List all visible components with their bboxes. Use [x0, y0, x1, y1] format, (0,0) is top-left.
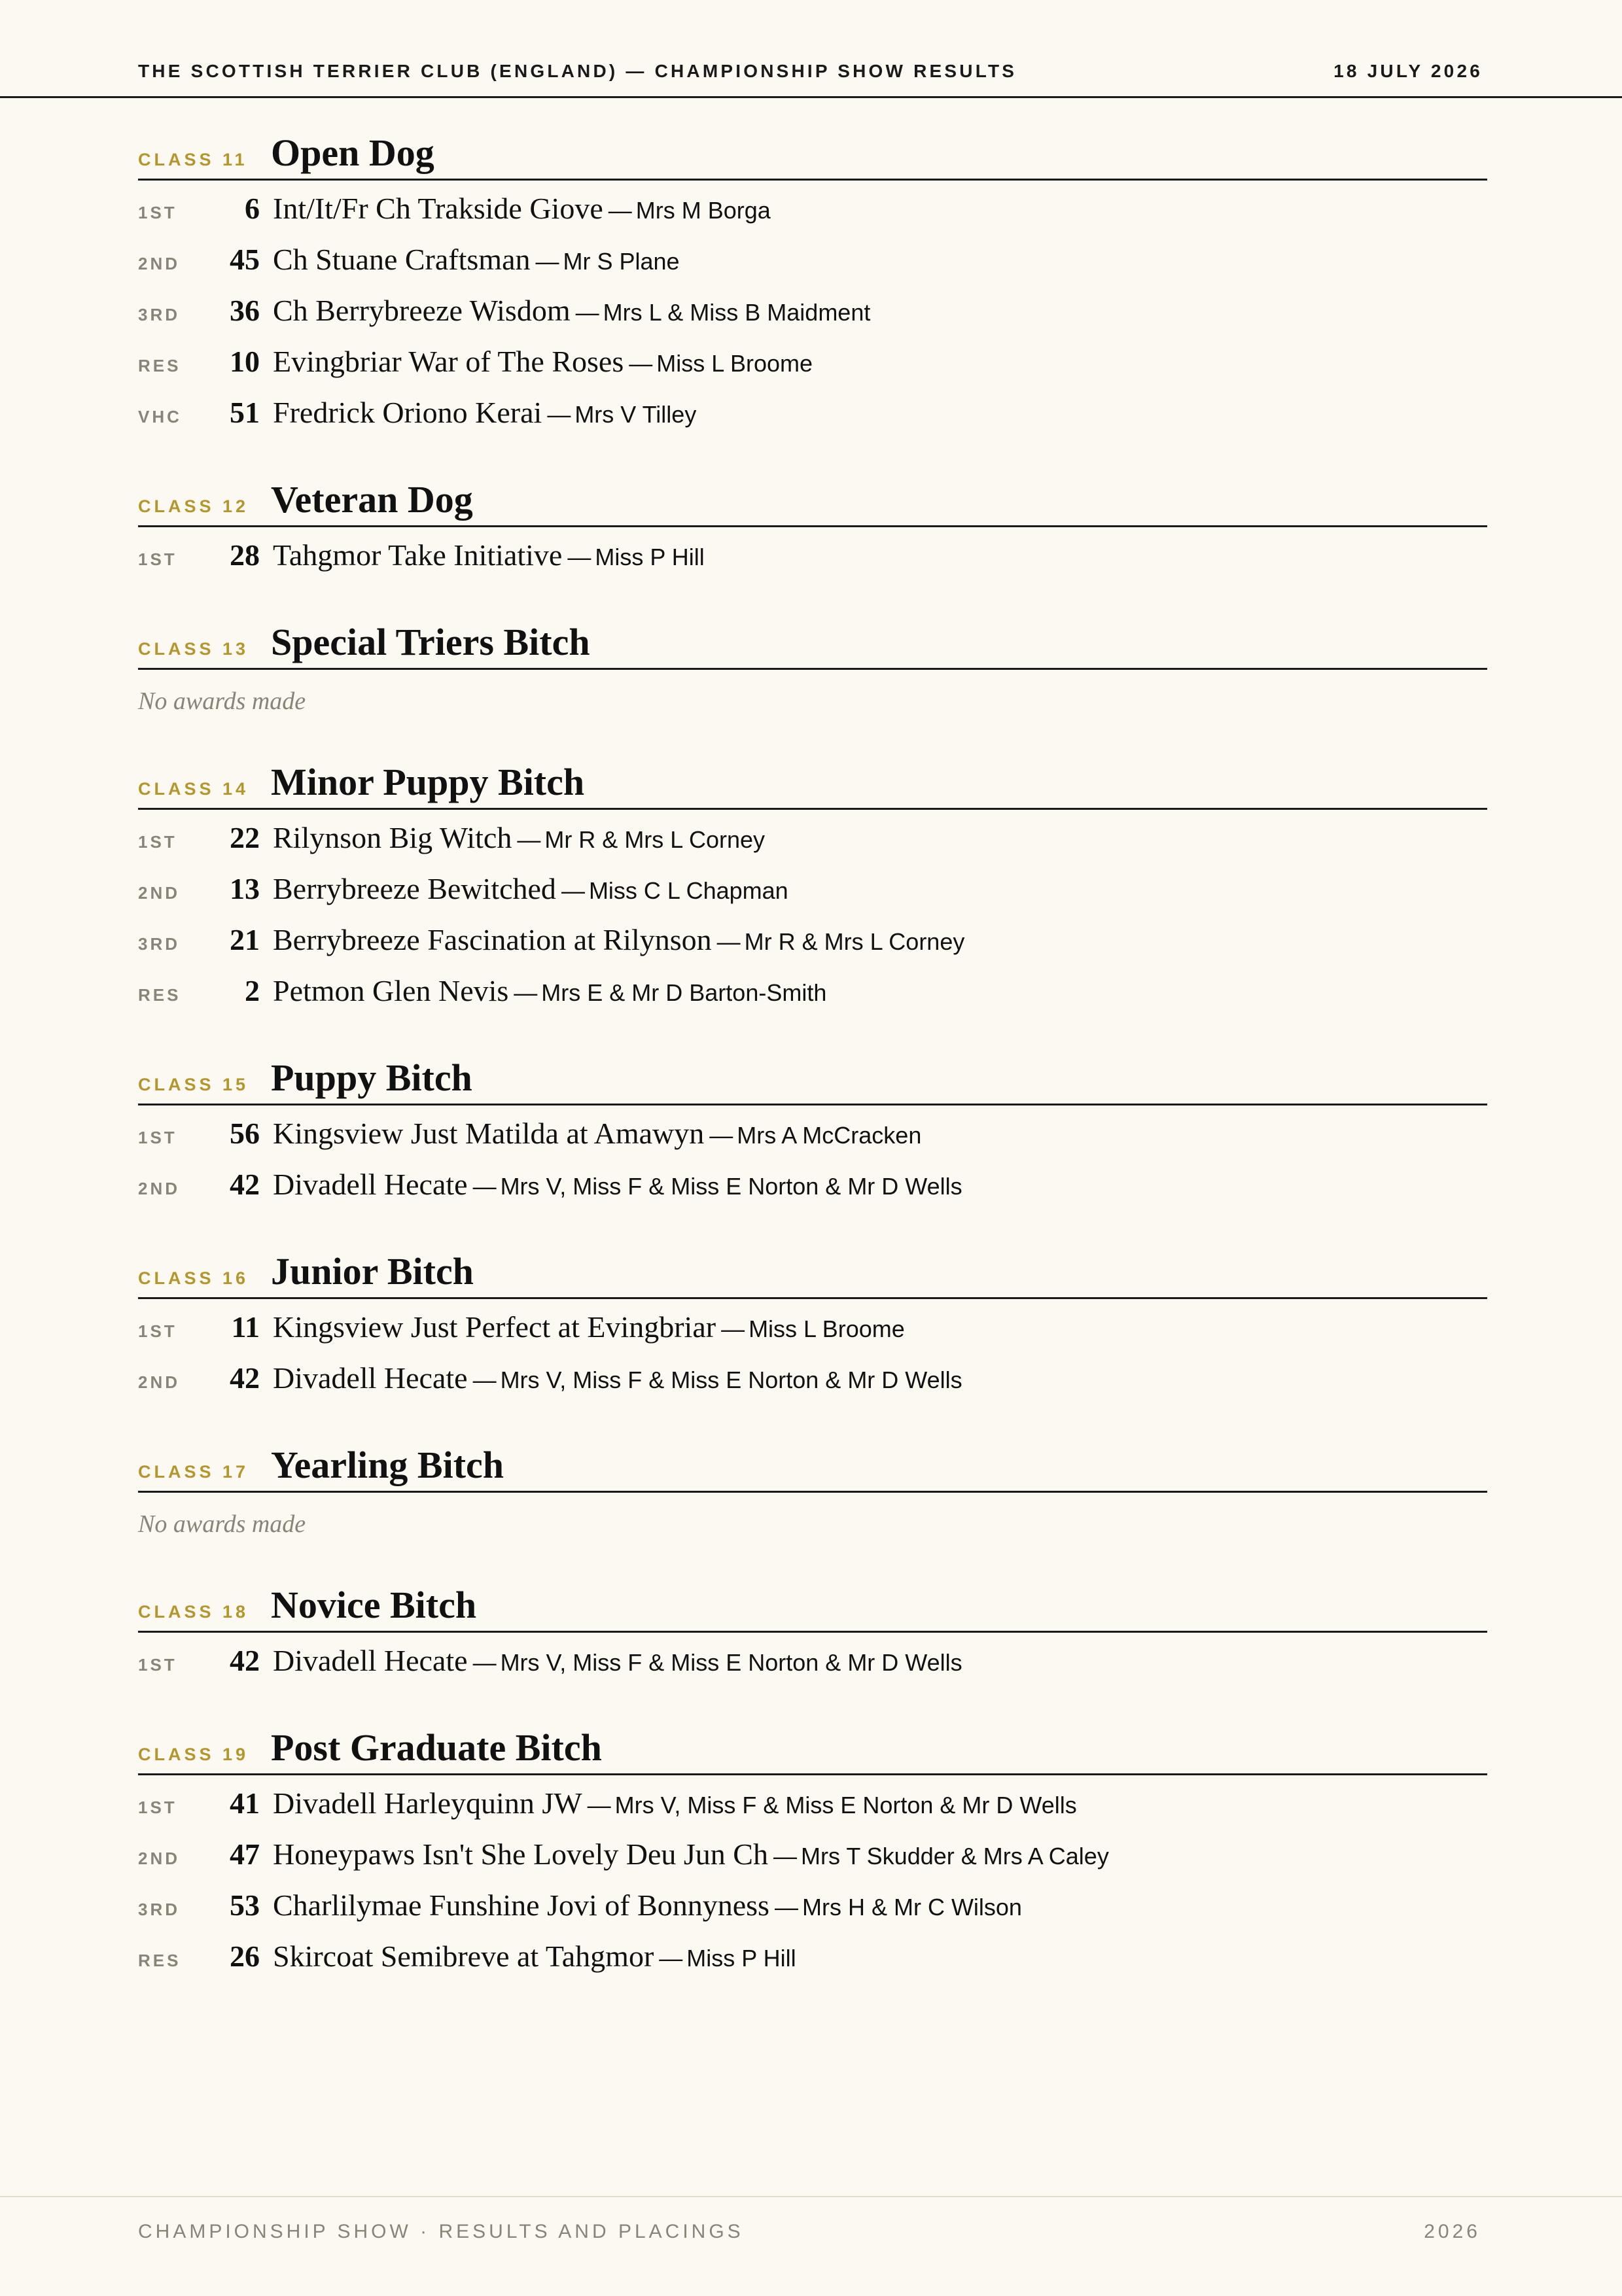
owner-name: Mrs V Tilley [574, 401, 697, 428]
owner-name: Mrs M Borga [635, 197, 771, 224]
class-heading [138, 1726, 1487, 1775]
entry-number: 41 [230, 1786, 260, 1820]
dog-name: Tahgmor Take Initiative [273, 538, 563, 572]
owner-name: Miss L Broome [749, 1315, 905, 1342]
dog-name: Petmon Glen Nevis [273, 974, 509, 1007]
entry-number: 56 [230, 1117, 260, 1150]
dog-name: Fredrick Oriono Kerai [273, 396, 542, 429]
placing: VHC [138, 407, 182, 426]
dog-name: Int/It/Fr Ch Trakside Giove [273, 192, 603, 225]
result-row [138, 973, 1487, 1024]
placing: 2ND [138, 254, 181, 273]
class-number: CLASS 11 [138, 150, 248, 169]
placing: 1ST [138, 1655, 177, 1675]
result-row [138, 1643, 1487, 1694]
owner-name: Mrs A McCracken [737, 1122, 922, 1149]
owner-name: Mrs E & Mr D Barton-Smith [541, 979, 827, 1006]
owner-name: Mr R & Mrs L Corney [544, 826, 766, 853]
dog-name: Ch Stuane Craftsman [273, 243, 531, 276]
entry-number: 10 [230, 345, 260, 378]
dog-name: Berrybreeze Bewitched [273, 872, 556, 905]
separator-dash: — [659, 1945, 683, 1972]
entry-number: 6 [245, 192, 260, 225]
result-row [138, 344, 1487, 395]
separator-dash: — [608, 197, 632, 224]
entry-number: 42 [230, 1168, 260, 1201]
owner-name: Miss P Hill [595, 544, 705, 570]
class-number: CLASS 14 [138, 779, 249, 799]
class-name: Novice Bitch [271, 1584, 477, 1626]
dog-name: Charlilymae Funshine Jovi of Bonnyness [273, 1888, 769, 1922]
separator-dash: — [587, 1792, 611, 1818]
separator-dash: — [774, 1894, 798, 1921]
entry-number: 21 [230, 923, 260, 956]
owner-name: Mrs T Skudder & Mrs A Caley [800, 1843, 1109, 1870]
class-heading [138, 1056, 1487, 1105]
separator-dash: — [535, 248, 559, 275]
separator-dash: — [709, 1122, 733, 1149]
class-number: CLASS 12 [138, 496, 249, 516]
placing: RES [138, 1951, 181, 1970]
entry-number: 53 [230, 1888, 260, 1922]
placing: 1ST [138, 1128, 177, 1147]
class-heading [138, 620, 1487, 670]
entry-number: 45 [230, 243, 260, 276]
placing: 3RD [138, 1900, 181, 1919]
result-row [138, 293, 1487, 344]
class-section [138, 1249, 1487, 1443]
result-row [138, 242, 1487, 293]
dog-name: Divadell Harleyquinn JW [273, 1786, 582, 1820]
entry-number: 51 [230, 396, 260, 429]
owner-name: Mrs H & Mr C Wilson [802, 1894, 1022, 1921]
results-list [138, 131, 1487, 2021]
entry-number: 2 [245, 974, 260, 1007]
entry-number: 22 [230, 821, 260, 854]
placing: RES [138, 985, 181, 1005]
owner-name: Mrs L & Miss B Maidment [603, 299, 871, 326]
result-row [138, 1888, 1487, 1939]
owner-name: Miss C L Chapman [588, 877, 788, 904]
dog-name: Rilynson Big Witch [273, 821, 512, 854]
class-heading [138, 478, 1487, 527]
class-name: Post Graduate Bitch [271, 1726, 602, 1769]
footer-caption: CHAMPIONSHIP SHOW · RESULTS AND PLACINGS [138, 2221, 744, 2242]
class-name: Special Triers Bitch [271, 621, 590, 663]
no-awards-note: No awards made [138, 687, 306, 715]
result-row [138, 1939, 1487, 1990]
class-number: CLASS 13 [138, 639, 249, 659]
separator-dash: — [629, 350, 653, 377]
class-heading [138, 760, 1487, 810]
class-number: CLASS 18 [138, 1602, 249, 1622]
placing: 1ST [138, 549, 177, 569]
result-row [138, 191, 1487, 242]
placing: 1ST [138, 832, 177, 852]
class-name: Open Dog [271, 131, 434, 174]
placing: RES [138, 356, 181, 375]
dog-name: Evingbriar War of The Roses [273, 345, 624, 378]
class-section [138, 760, 1487, 1056]
separator-dash: — [561, 877, 585, 904]
separator-dash: — [721, 1315, 745, 1342]
separator-dash: — [517, 826, 541, 853]
result-row [138, 538, 1487, 589]
owner-name: Mrs V, Miss F & Miss E Norton & Mr D Wells [500, 1366, 962, 1393]
class-number: CLASS 17 [138, 1462, 249, 1482]
placing: 3RD [138, 934, 181, 954]
entry-number: 47 [230, 1837, 260, 1871]
owner-name: Miss P Hill [686, 1945, 796, 1972]
dog-name: Skircoat Semibreve at Tahgmor [273, 1939, 654, 1973]
class-number: CLASS 19 [138, 1745, 249, 1764]
class-number: CLASS 15 [138, 1075, 249, 1094]
placing: 2ND [138, 1372, 181, 1392]
class-section [138, 131, 1487, 478]
placing: 1ST [138, 1798, 177, 1817]
no-awards-note: No awards made [138, 1510, 306, 1538]
entry-number: 13 [230, 872, 260, 905]
separator-dash: — [773, 1843, 797, 1870]
result-row [138, 871, 1487, 922]
class-name: Junior Bitch [271, 1250, 474, 1293]
placing: 2ND [138, 1849, 181, 1868]
separator-dash: — [472, 1173, 497, 1200]
class-heading [138, 1443, 1487, 1493]
class-name: Yearling Bitch [271, 1444, 504, 1486]
placing: 2ND [138, 1179, 181, 1198]
separator-dash: — [514, 979, 538, 1006]
class-heading [138, 131, 1487, 181]
separator-dash: — [716, 928, 741, 955]
placing: 2ND [138, 883, 181, 903]
class-section [138, 620, 1487, 760]
class-number: CLASS 16 [138, 1268, 249, 1288]
class-name: Puppy Bitch [271, 1056, 472, 1099]
class-section [138, 1726, 1487, 2021]
class-section [138, 1583, 1487, 1726]
dog-name: Ch Berrybreeze Wisdom [273, 294, 571, 327]
owner-name: Mrs V, Miss F & Miss E Norton & Mr D Wells [614, 1792, 1077, 1818]
dog-name: Berrybreeze Fascination at Rilynson [273, 923, 712, 956]
class-section [138, 1443, 1487, 1583]
dog-name: Kingsview Just Perfect at Evingbriar [273, 1310, 716, 1344]
result-row [138, 395, 1487, 446]
dog-name: Divadell Hecate [273, 1644, 468, 1677]
result-row [138, 1116, 1487, 1167]
separator-dash: — [575, 299, 599, 326]
class-name: Minor Puppy Bitch [271, 761, 585, 803]
result-row [138, 922, 1487, 973]
separator-dash: — [472, 1649, 497, 1676]
footer-year: 2026 [1424, 2221, 1481, 2242]
entry-number: 28 [230, 538, 260, 572]
page-header [0, 0, 1622, 98]
placing: 1ST [138, 1321, 177, 1341]
dog-name: Divadell Hecate [273, 1168, 468, 1201]
result-row [138, 820, 1487, 871]
class-heading [138, 1249, 1487, 1299]
separator-dash: — [472, 1366, 497, 1393]
entry-number: 42 [230, 1644, 260, 1677]
owner-name: Miss L Broome [656, 350, 813, 377]
entry-number: 36 [230, 294, 260, 327]
result-row [138, 1837, 1487, 1888]
separator-dash: — [567, 544, 591, 570]
dog-name: Divadell Hecate [273, 1361, 468, 1395]
class-section [138, 478, 1487, 620]
page-footer [0, 2196, 1622, 2296]
document-title: THE SCOTTISH TERRIER CLUB (ENGLAND) — CHAMPIONSHIP SHOW RESULTS [138, 61, 1017, 81]
result-row [138, 1167, 1487, 1218]
entry-number: 26 [230, 1939, 260, 1973]
owner-name: Mr R & Mrs L Corney [744, 928, 965, 955]
entry-number: 42 [230, 1361, 260, 1395]
result-row [138, 1786, 1487, 1837]
placing: 1ST [138, 203, 177, 222]
show-date: 18 JULY 2026 [1333, 61, 1483, 81]
separator-dash: — [547, 401, 571, 428]
owner-name: Mr S Plane [563, 248, 680, 275]
class-name: Veteran Dog [271, 478, 473, 521]
entry-number: 11 [231, 1310, 260, 1344]
dog-name: Honeypaws Isn't She Lovely Deu Jun Ch [273, 1837, 768, 1871]
placing: 3RD [138, 305, 181, 324]
class-section [138, 1056, 1487, 1249]
class-heading [138, 1583, 1487, 1633]
owner-name: Mrs V, Miss F & Miss E Norton & Mr D Wells [500, 1649, 962, 1676]
dog-name: Kingsview Just Matilda at Amawyn [273, 1117, 705, 1150]
result-row [138, 1361, 1487, 1412]
owner-name: Mrs V, Miss F & Miss E Norton & Mr D Wells [500, 1173, 962, 1200]
result-row [138, 1310, 1487, 1361]
